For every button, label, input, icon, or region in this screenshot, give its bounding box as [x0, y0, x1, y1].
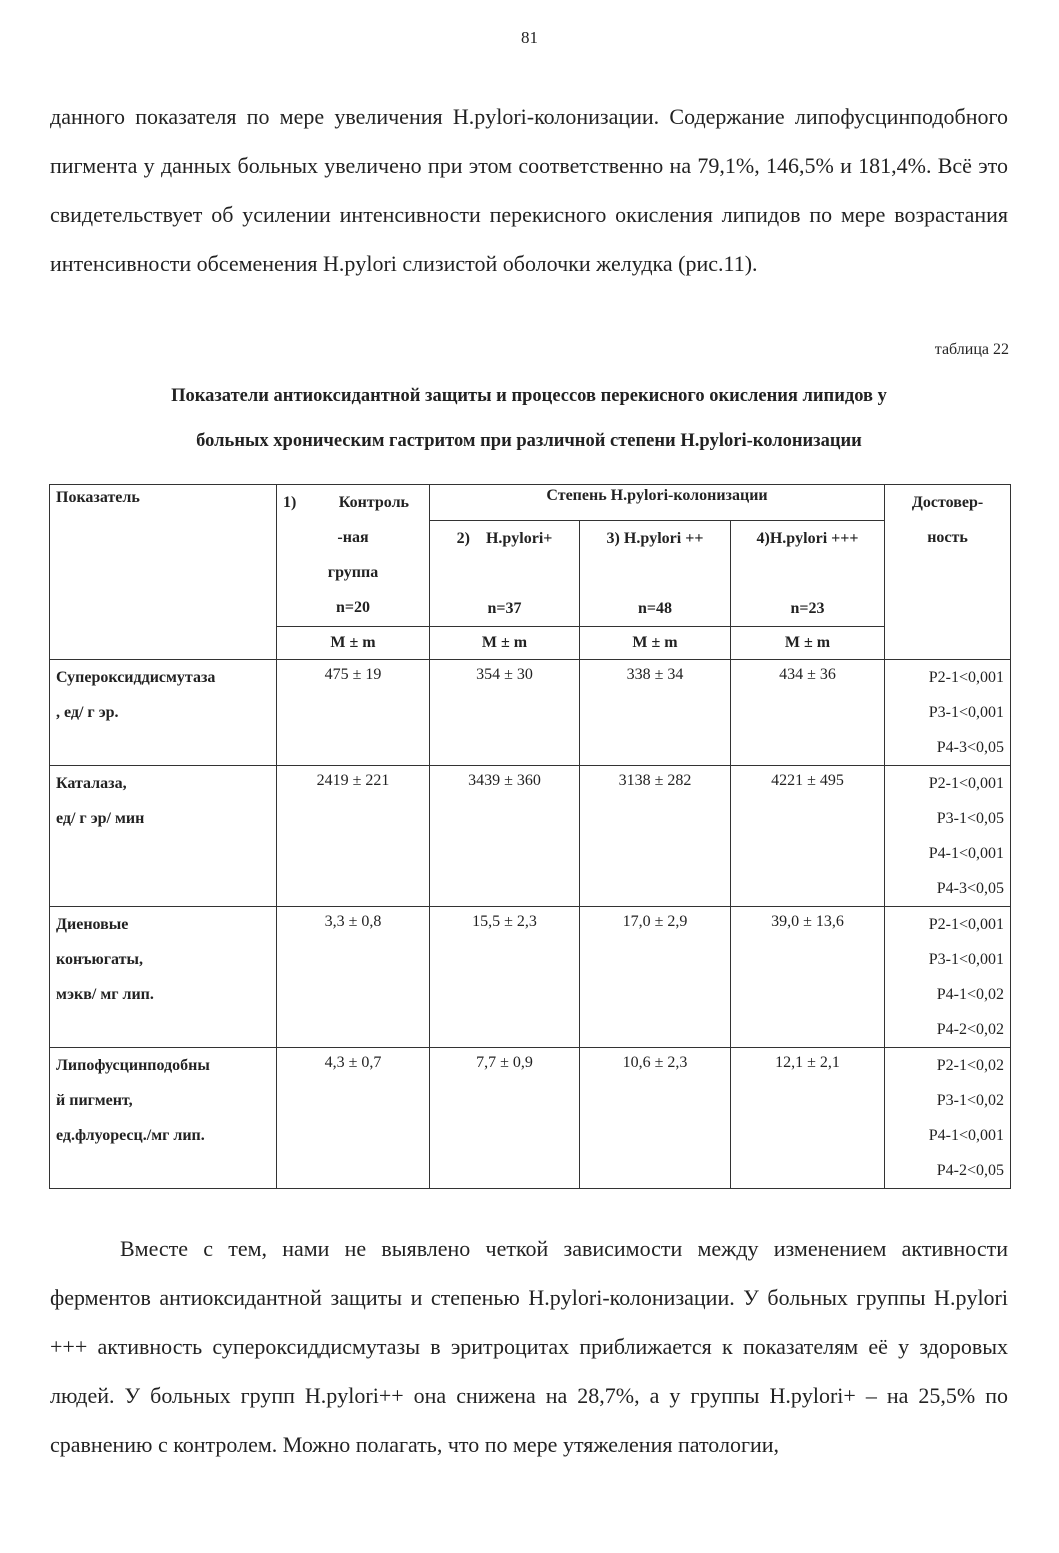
value-group-4: 434 ± 36	[731, 660, 885, 766]
value-group-3: 10,6 ± 2,3	[580, 1048, 731, 1189]
header-mpm-3: M ± m	[580, 627, 731, 660]
p-value: P2-1<0,02	[936, 1057, 1005, 1074]
row-name-line: , ед/ г эр.	[56, 704, 119, 721]
header-control-line-1: Контроль	[338, 494, 409, 511]
value-group-3: 3138 ± 282	[580, 766, 731, 907]
row-name-line: й пигмент,	[56, 1092, 133, 1109]
header-control-line-2: -ная	[337, 529, 369, 546]
header-group-2	[430, 521, 580, 627]
header-mpm-4: M ± m	[731, 627, 885, 660]
p-value: P4-2<0,05	[936, 1162, 1005, 1179]
p-value: P3-1<0,05	[936, 810, 1005, 827]
p-value: P3-1<0,001	[928, 704, 1005, 721]
row-name-line: Липофусцинподобны	[56, 1057, 210, 1074]
header-group-3-label: 3) H.pylori ++	[606, 530, 704, 547]
p-value: P4-1<0,001	[928, 1127, 1005, 1144]
significance-cell	[885, 766, 1011, 907]
header-significance-line-2: ность	[927, 529, 968, 546]
row-indicator-name	[50, 660, 277, 766]
header-control-number: 1)	[283, 494, 297, 511]
header-group-2-n: n=37	[487, 600, 522, 617]
header-mpm-2: M ± m	[430, 627, 580, 660]
p-value: P4-1<0,001	[928, 845, 1005, 862]
value-control: 4,3 ± 0,7	[277, 1048, 430, 1189]
row-name-line: мэкв/ мг лип.	[56, 986, 154, 1003]
value-group-4: 12,1 ± 2,1	[731, 1048, 885, 1189]
paragraph-conclusion: Вместе с тем, нами не выявлено четкой зависимости между изменением активности ферментов антиоксидантной защиты и степенью H.pylori-колонизации. У больных группы H.pylori +++ активность супероксиддисмутазы в эритроцитах приближается к показателям её у здоровых людей. У больных групп H.pylori++ она снижена на 28,7%, а у группы H.pylori+ – на 25,5% по сравнению с контролем. Можно полагать, что по мере утяжеления патологии,	[50, 1236, 1008, 1457]
value-control: 3,3 ± 0,8	[277, 907, 430, 1048]
results-table	[49, 484, 1011, 1189]
table-title-line-1: Показатели антиоксидантной защиты и процессов перекисного окисления липидов у	[171, 386, 887, 406]
value-group-2: 15,5 ± 2,3	[430, 907, 580, 1048]
paragraph-intro: данного показателя по мере увеличения H.pylori-колонизации. Содержание липофусцинподобного пигмента у данных больных увеличено при этом соответственно на 79,1%, 146,5% и 181,4%. Всё это свидетельствует об усилении интенсивности перекисного окисления липидов по мере возрастания интенсивности обсеменения H.pylori слизистой оболочки желудка (рис.11).	[50, 104, 1008, 276]
table-row	[50, 660, 1011, 766]
header-group-3	[580, 521, 731, 627]
header-indicator	[50, 485, 277, 660]
row-name-line: конъюгаты,	[56, 951, 143, 968]
value-group-4: 4221 ± 495	[731, 766, 885, 907]
row-indicator-name	[50, 1048, 277, 1189]
p-value: P3-1<0,02	[936, 1092, 1005, 1109]
p-value: P2-1<0,001	[928, 916, 1005, 933]
header-degree	[430, 485, 885, 521]
header-group-4	[731, 521, 885, 627]
row-indicator-name	[50, 907, 277, 1048]
value-group-3: 338 ± 34	[580, 660, 731, 766]
significance-cell	[885, 1048, 1011, 1189]
p-value: P4-3<0,05	[936, 880, 1005, 897]
table-row	[50, 766, 1011, 907]
row-name-line: Супероксиддисмутаза	[56, 669, 216, 686]
value-control: 475 ± 19	[277, 660, 430, 766]
p-value: P4-3<0,05	[936, 739, 1005, 756]
header-control-line-3: группа	[327, 564, 379, 581]
value-group-2: 7,7 ± 0,9	[430, 1048, 580, 1189]
table-row	[50, 907, 1011, 1048]
row-name-line: Диеновые	[56, 916, 129, 933]
header-group-3-n: n=48	[637, 600, 672, 617]
value-group-4: 39,0 ± 13,6	[731, 907, 885, 1048]
table-row	[50, 1048, 1011, 1189]
page-number: 81	[521, 28, 538, 47]
header-degree-label: Степень H.pylori-колонизации	[546, 487, 768, 504]
p-value: P2-1<0,001	[928, 775, 1005, 792]
significance-cell	[885, 660, 1011, 766]
header-significance	[885, 485, 1011, 660]
row-indicator-name	[50, 766, 277, 907]
header-control-n: n=20	[335, 599, 370, 616]
header-mpm-1: M ± m	[277, 627, 430, 660]
row-name-line: Каталаза,	[56, 775, 127, 792]
row-name-line: ед/ г эр/ мин	[56, 810, 145, 827]
significance-cell	[885, 907, 1011, 1048]
table-label: таблица 22	[934, 341, 1009, 358]
value-group-3: 17,0 ± 2,9	[580, 907, 731, 1048]
header-group-2-label: 2) H.pylori+	[456, 530, 553, 547]
header-indicator-label: Показатель	[56, 489, 140, 506]
header-significance-line-1: Достовер-	[911, 494, 984, 511]
p-value: P4-1<0,02	[936, 986, 1005, 1003]
p-value: P4-2<0,02	[936, 1021, 1005, 1038]
row-name-line: ед.флуоресц./мг лип.	[56, 1127, 205, 1144]
header-group-4-label: 4)H.pylori +++	[756, 530, 859, 547]
p-value: P3-1<0,001	[928, 951, 1005, 968]
value-control: 2419 ± 221	[277, 766, 430, 907]
header-group-4-n: n=23	[790, 600, 825, 617]
p-value: P2-1<0,001	[928, 669, 1005, 686]
value-group-2: 354 ± 30	[430, 660, 580, 766]
table-title-line-2: больных хроническим гастритом при различной степени H.pylori-колонизации	[196, 431, 862, 451]
header-control	[277, 485, 430, 627]
value-group-2: 3439 ± 360	[430, 766, 580, 907]
table-title	[50, 374, 1008, 464]
